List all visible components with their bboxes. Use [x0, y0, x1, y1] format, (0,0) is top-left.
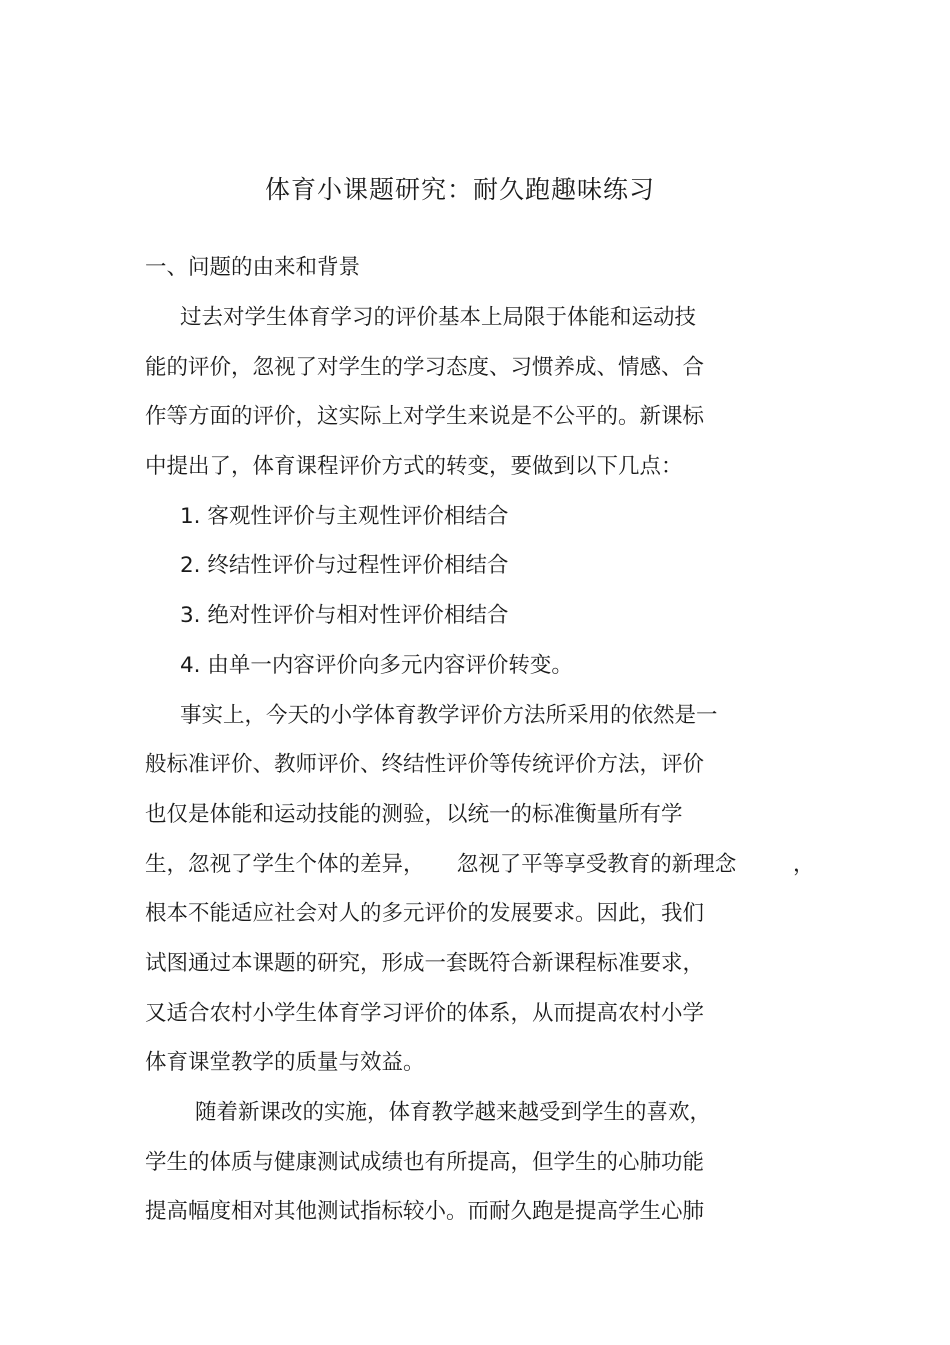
paragraph-line: 过去对学生体育学习的评价基本上局限于体能和运动技 [180, 305, 697, 330]
paragraph-line: 事实上，今天的小学体育教学评价方法所采用的依然是一 [180, 703, 718, 728]
paragraph-line: 能的评价，忽视了对学生的学习态度、习惯养成、情感、合 [145, 355, 705, 380]
paragraph-line: 生，忽视了学生个体的差异， 忽视了平等享受教育的新理念 [145, 852, 737, 877]
document-title: 体育小课题研究：耐久跑趣味练习 [264, 175, 655, 204]
list-item: 3. 绝对性评价与相对性评价相结合 [180, 603, 509, 628]
paragraph-line: 也仅是体能和运动技能的测验，以统一的标准衡量所有学 [145, 802, 683, 827]
paragraph-line: 学生的体质与健康测试成绩也有所提高，但学生的心肺功能 [145, 1150, 705, 1175]
paragraph-line: 作等方面的评价，这实际上对学生来说是不公平的。新课标 [145, 404, 705, 429]
paragraph-line: 提高幅度相对其他测试指标较小。而耐久跑是提高学生心肺 [145, 1199, 705, 1224]
paragraph-line: 体育课堂教学的质量与效益。 [145, 1050, 425, 1075]
list-item: 4. 由单一内容评价向多元内容评价转变。 [180, 653, 573, 678]
paragraph-line: 般标准评价、教师评价、终结性评价等传统评价方法，评价 [145, 752, 705, 777]
trailing-comma: ， [793, 852, 815, 877]
paragraph-line: 试图通过本课题的研究，形成一套既符合新课程标准要求， [145, 951, 705, 976]
paragraph-line: 随着新课改的实施，体育教学越来越受到学生的喜欢， [195, 1100, 712, 1125]
paragraph-line: 又适合农村小学生体育学习评价的体系，从而提高农村小学 [145, 1001, 705, 1026]
paragraph-line: 中提出了，体育课程评价方式的转变，要做到以下几点： [145, 454, 683, 479]
list-item: 1. 客观性评价与主观性评价相结合 [180, 504, 509, 529]
list-item: 2. 终结性评价与过程性评价相结合 [180, 553, 509, 578]
section-heading: 一、问题的由来和背景 [145, 255, 361, 280]
paragraph-line: 根本不能适应社会对人的多元评价的发展要求。因此，我们 [145, 901, 705, 926]
